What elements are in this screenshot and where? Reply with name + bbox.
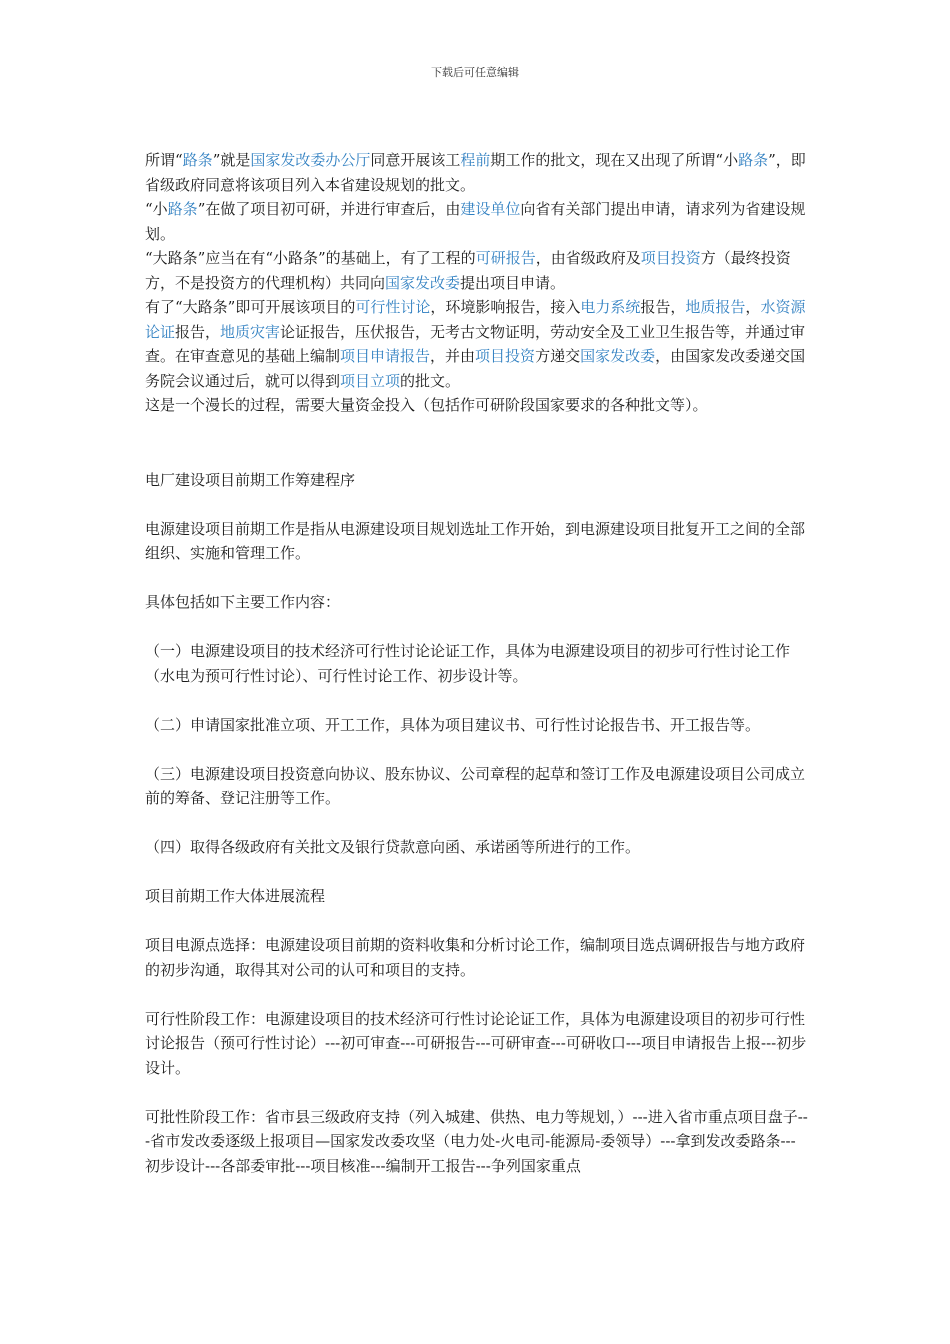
term-link[interactable]: 可行性讨论 [355,298,431,316]
list-item-3: （三）电源建设项目投资意向协议、股东协议、公司章程的起草和签订工作及电源建设项目公司成立前的筹备、登记注册等工作。 [145,764,806,807]
text-run: 向省有关部门提出申请，请求列为省建设规划。 [145,200,806,243]
intro-paragraph-2 [145,197,810,246]
term-link[interactable]: 地质灾害 [220,322,281,341]
intro-paragraph-4 [145,295,810,393]
text-run: ”，即省级政府同意将该项目列入本省建设规划的批文。 [145,151,806,194]
text-run: ，由省级政府及 [535,249,641,267]
text-run: ”在做了项目初可研，并进行审查后，由 [197,200,461,218]
term-link[interactable]: 国家发改委 [385,273,461,292]
text-run: 论证报告，压伏报告，无考古文物证明，劳动安全及工业卫生报告等，并通过审查。在审查意见的基础上编制 [145,322,806,365]
intro-block [145,148,810,418]
paragraph-approval-stage: 可批性阶段工作：省市县三级政府支持（列入城建、供热、电力等规划，）---进入省市重点项目盘子---省市发改委逐级上报项目—国家发改委攻坚（电力处-火电司-能源局-委领导）---拿到发改委路条---初步设计---各部委审批---项目核准---编制开工报告---争列国家重点 [145,1107,808,1175]
term-link[interactable]: 建设单位 [460,200,521,218]
text-run: 的批文。 [400,371,461,390]
text-run: 提出项目申请。 [460,273,566,292]
term-link[interactable]: 可研报告 [475,249,536,267]
term-link[interactable]: 路条 [167,200,198,218]
term-link[interactable]: 路条 [182,151,213,169]
term-link[interactable]: 路条 [738,151,769,169]
term-link[interactable]: 国家发改委办公厅 [250,151,371,169]
term-link[interactable]: 国家发改委 [580,347,656,365]
term-link[interactable]: 地质报告 [685,298,746,316]
text-run: ”就是 [212,151,251,169]
text-run: 这是一个漫长的过程，需要大量资金投入（包括作可研阶段国家要求的各种批文等）。 [145,396,708,414]
paragraph-contents-intro: 具体包括如下主要工作内容： [145,593,341,611]
intro-paragraph-5 [145,393,810,418]
text-run: ，由国家发改委递交国务院会议通过后，就可以得到 [145,347,806,390]
text-run: 方递交 [535,347,581,365]
text-run: “小 [145,200,168,218]
term-link[interactable]: 电力系统 [580,298,641,316]
text-run: 方（最终投资方，不是投资方的代理机构）共同向 [145,249,791,292]
text-run: 有了“大路条”即可开展该项目的 [145,298,356,316]
document-body [145,148,810,1178]
text-run: ，并由 [430,347,476,365]
term-link[interactable]: 项目投资 [475,347,536,365]
text-run: 期工作的批文，现在又出现了所谓“小 [490,151,739,169]
paragraph-definition: 电源建设项目前期工作是指从电源建设项目规划选址工作开始，到电源建设项目批复开工之间的全部组织、实施和管理工作。 [145,519,806,562]
section-heading-flow: 项目前期工作大体进展流程 [145,887,326,905]
list-item-4: （四）取得各级政府有关批文及银行贷款意向函、承诺函等所进行的工作。 [145,838,641,856]
text-run: ， [745,298,761,316]
paragraph-feasibility-stage: 可行性阶段工作：电源建设项目的技术经济可行性讨论论证工作，具体为电源建设项目的初步可行性讨论报告（预可行性讨论）---初可审查---可研报告---可研审查---可研收口---项目申请报告上报---初步设计。 [145,1009,807,1077]
page-header: 下载后可任意编辑 [431,66,519,79]
term-link[interactable]: 项目投资 [640,249,701,267]
term-link[interactable]: 程前 [460,151,491,169]
text-run: “大路条”应当在有“小路条”的基础上，有了工程的 [145,249,476,267]
term-link[interactable]: 项目立项 [340,371,401,390]
text-run: 所谓“ [145,151,183,169]
text-run: 报告， [175,322,221,341]
list-item-2: （二）申请国家批准立项、开工工作，具体为项目建议书、可行性讨论报告书、开工报告等。 [145,715,761,734]
paragraph-site-selection: 项目电源点选择：电源建设项目前期的资料收集和分析讨论工作，编制项目选点调研报告与地方政府的初步沟通，取得其对公司的认可和项目的支持。 [145,936,806,979]
term-link[interactable]: 项目申请报告 [340,347,431,365]
text-run: 同意开展该工 [370,151,461,169]
text-run: ，环境影响报告，接入 [430,298,581,316]
intro-paragraph-1 [145,148,810,197]
term-link[interactable]: 水资源论证 [145,298,806,341]
list-item-1: （一）电源建设项目的技术经济可行性讨论论证工作，具体为电源建设项目的初步可行性讨论工作（水电为预可行性讨论）、可行性讨论工作、初步设计等。 [145,642,791,685]
section-heading-procedure: 电厂建设项目前期工作筹建程序 [145,470,356,489]
intro-paragraph-3 [145,246,810,295]
text-run: 报告， [640,298,686,316]
